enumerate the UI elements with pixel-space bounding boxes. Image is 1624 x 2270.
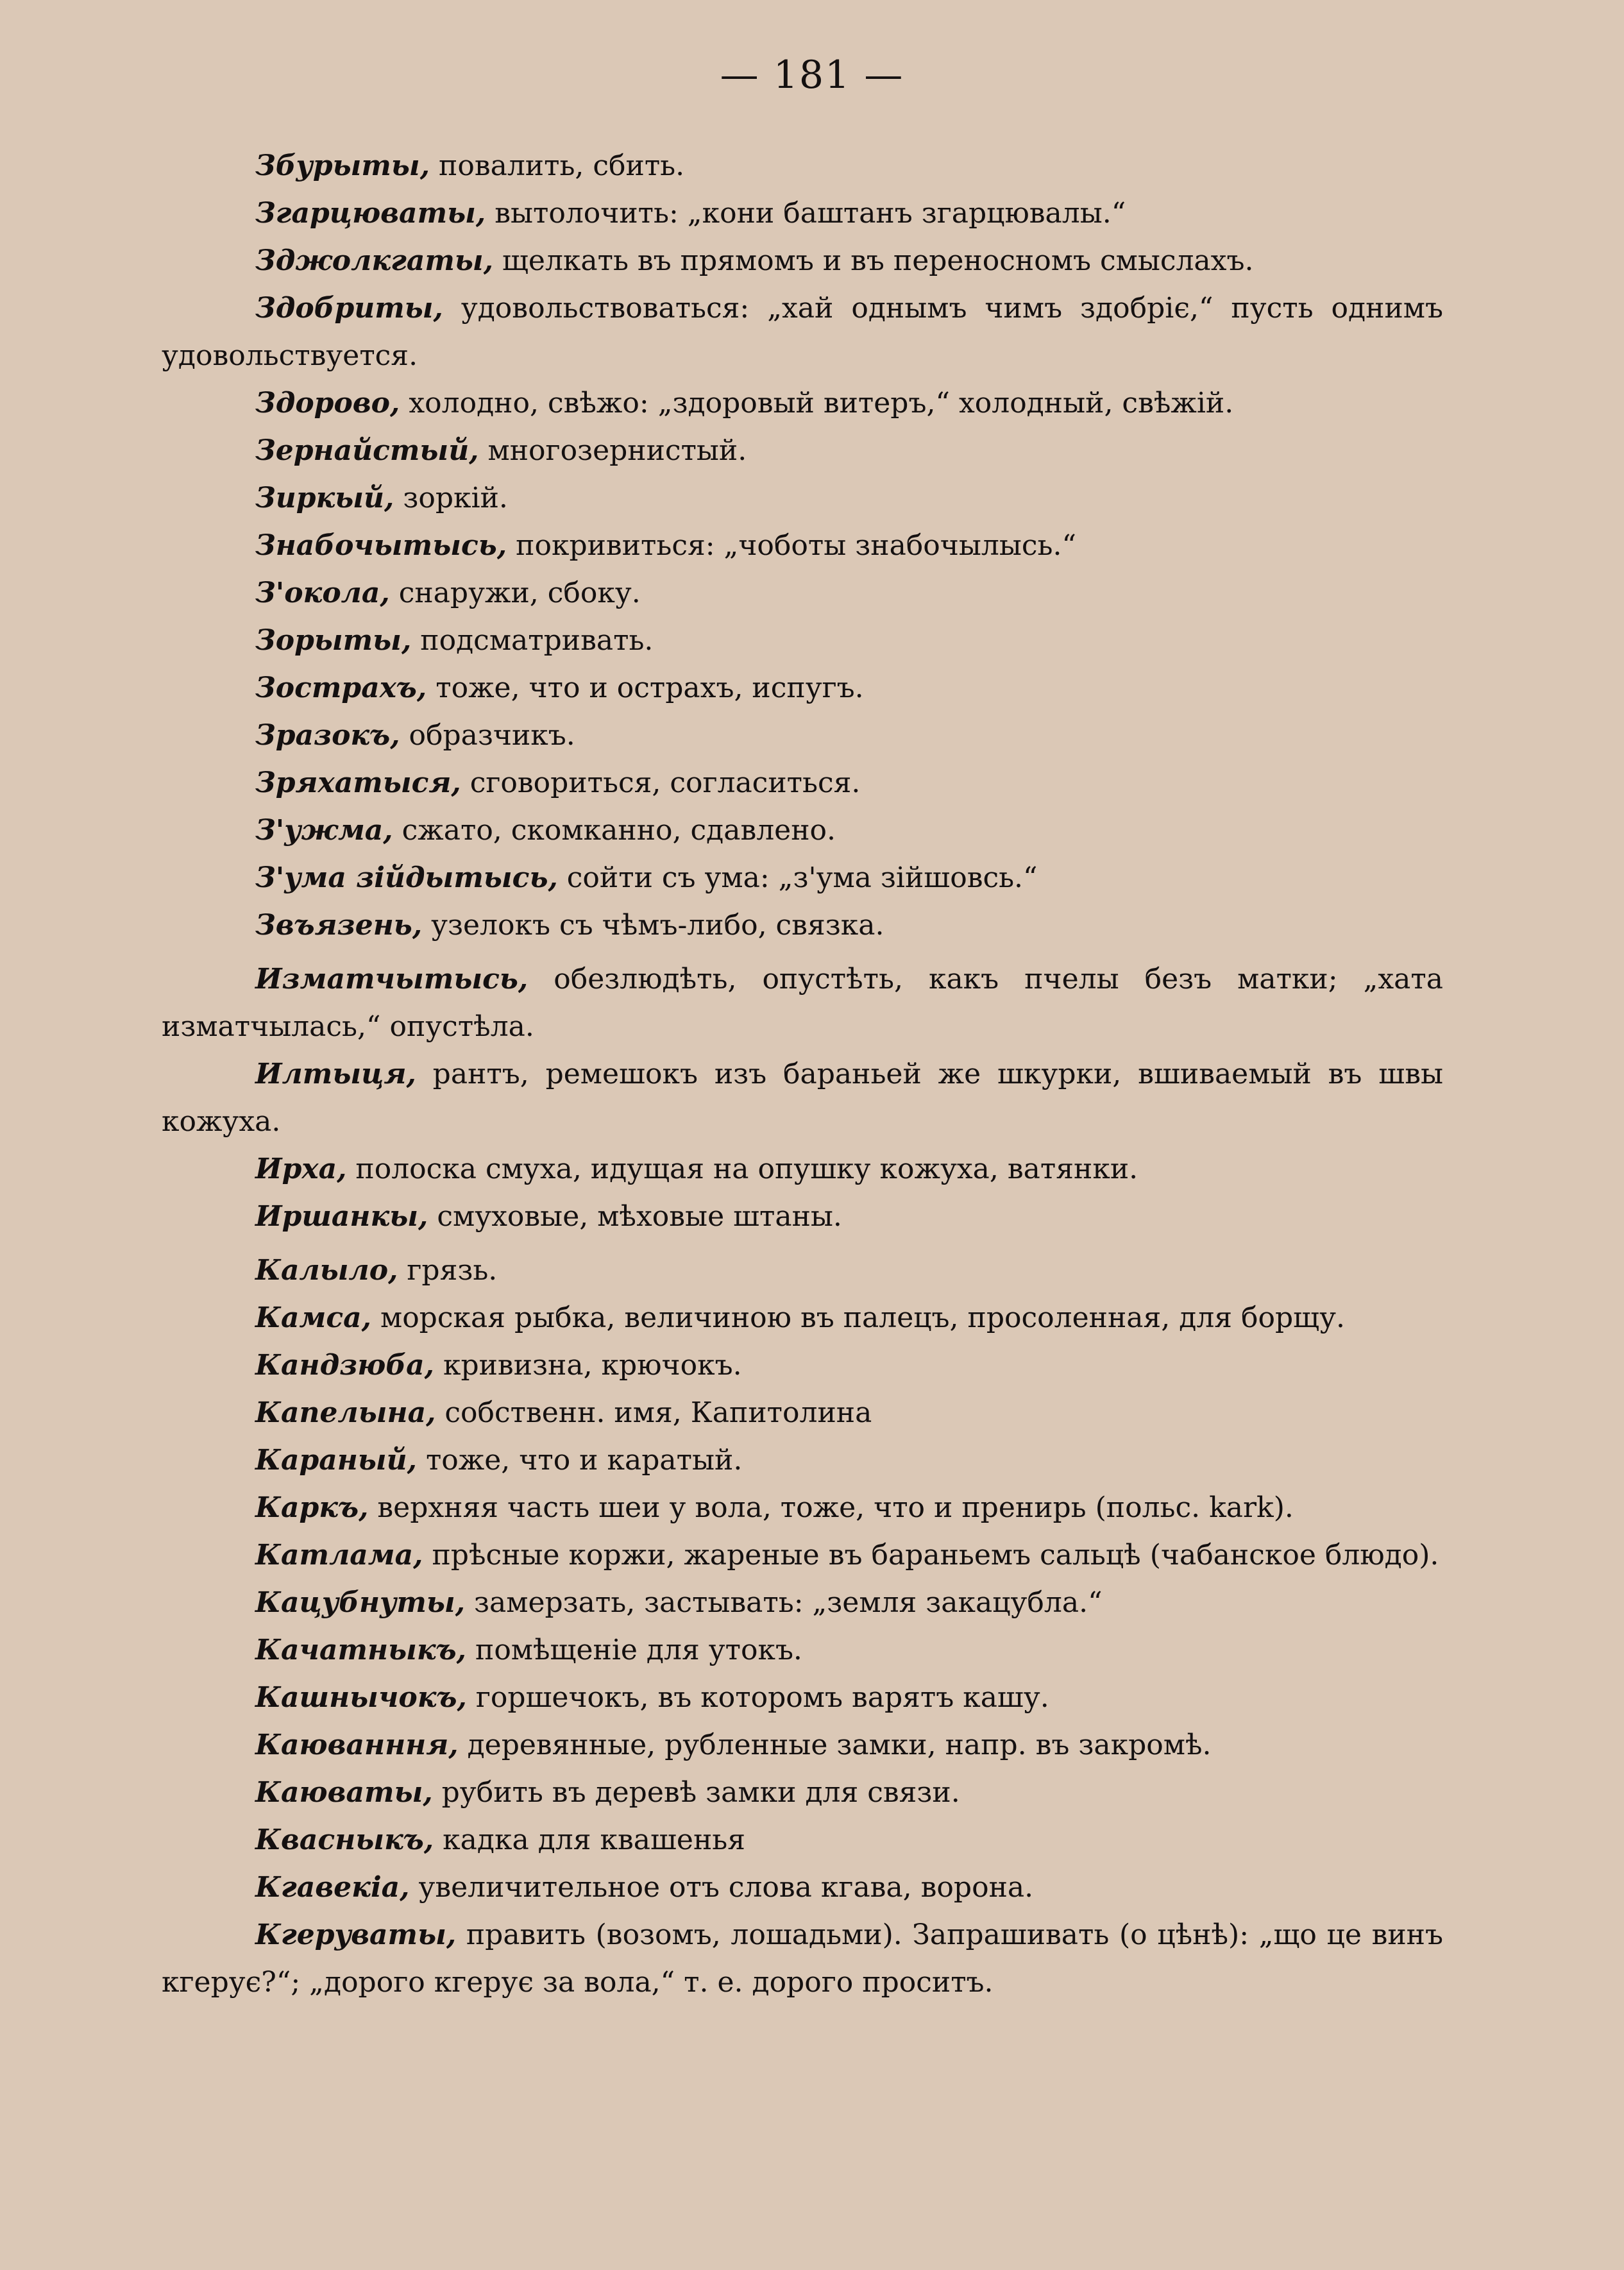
entry-definition: помѣщеніе для утокъ. [466, 1634, 802, 1666]
dictionary-entry [162, 1769, 1443, 1817]
entry-headword: Квасныкъ, [255, 1824, 434, 1856]
entry-definition: рубить въ деревѣ замки для связи. [432, 1776, 960, 1809]
dictionary-entry [162, 1911, 1443, 2006]
entry-headword: Катлама, [255, 1539, 423, 1571]
dictionary-entry [162, 1484, 1443, 1532]
entry-headword: Капелына, [255, 1396, 436, 1429]
entry-headword: Кгерyваты, [255, 1918, 457, 1951]
dictionary-entry [162, 285, 1443, 380]
entry-definition: прѣсные коржи, жареные въ бараньемъ сальцѣ (чабанское блюдо). [423, 1539, 1439, 1571]
entry-headword: Здобриты, [255, 292, 443, 325]
entry-definition: грязь. [398, 1254, 498, 1287]
dictionary-entry [162, 1864, 1443, 1911]
entry-headword: Здорово, [255, 387, 400, 419]
dictionary-entry [162, 475, 1443, 522]
entry-headword: Илтыця, [255, 1058, 416, 1090]
dictionary-entry [162, 1437, 1443, 1484]
entry-headword: Зернайстый, [255, 434, 479, 467]
entry-definition: узелокъ съ чѣмъ-либо, связка. [422, 909, 884, 942]
dictionary-entry [162, 902, 1443, 949]
entry-headword: Изматчытысь, [255, 963, 529, 995]
entry-definition: собственн. имя, Капитолина [436, 1396, 872, 1429]
entry-headword: Зорыты, [255, 624, 412, 657]
entry-definition: рантъ, ремешокъ изъ бараньей же шкурки, вшиваемый въ швы кожуха. [162, 1058, 1443, 1138]
entry-definition: удовольствоваться: „хай однымъ чимъ здобріє,“ пусть однимъ удовольствуется. [162, 292, 1443, 372]
entry-headword: Камса, [255, 1301, 371, 1334]
entry-headword: Зджолкгаты, [255, 244, 494, 277]
entry-definition: горшечокъ, въ которомъ варятъ кашу. [466, 1681, 1049, 1714]
entry-definition: обезлюдѣть, опустѣть, какъ пчелы безъ матки; „хата изматчылась,“ опустѣла. [162, 963, 1443, 1043]
entry-headword: Звъязень, [255, 909, 423, 942]
entry-definition: зоркій. [394, 482, 508, 514]
entry-definition: сжато, скомканно, сдавлено. [393, 814, 836, 847]
entry-headword: Калыло, [255, 1254, 398, 1287]
dictionary-entry [162, 427, 1443, 475]
entry-definition: подсматривать. [411, 624, 654, 657]
entry-definition: верхняя часть шеи у вола, тоже, что и пренирь (польс. kark). [368, 1491, 1294, 1524]
dictionary-entry [162, 237, 1443, 285]
page-number: — 181 — [720, 53, 904, 97]
entry-definition: тоже, что и острахъ, испугъ. [427, 672, 864, 704]
entry-headword: Иршанкы, [255, 1200, 428, 1233]
entry-definition: сговориться, согласиться. [461, 767, 861, 799]
entry-headword: Ирха, [255, 1153, 347, 1185]
dictionary-entry [162, 1817, 1443, 1864]
entry-definition: тоже, что и каратый. [416, 1444, 743, 1477]
entry-headword: Качатныкъ, [255, 1634, 466, 1666]
dictionary-entry [162, 956, 1443, 1051]
entry-definition: замерзать, застывать: „земля закацубла.“ [465, 1586, 1103, 1619]
entry-headword: Зиркый, [255, 482, 394, 514]
dictionary-entry [162, 1532, 1443, 1579]
entry-definition: образчикъ. [400, 719, 575, 752]
entry-headword: Зряхатыся, [255, 767, 461, 799]
entry-headword: Кашнычокъ, [255, 1681, 467, 1714]
entry-definition: многозернистый. [478, 434, 747, 467]
entry-definition: сойти съ ума: „з'ума зійшовсь.“ [557, 861, 1038, 894]
dictionary-entry [162, 617, 1443, 665]
entry-headword: З'окола, [255, 577, 390, 609]
entry-headword: Каюванння, [255, 1729, 459, 1761]
dictionary-entry [162, 1247, 1443, 1294]
entry-definition: деревянные, рубленные замки, напр. въ закромѣ. [458, 1729, 1212, 1761]
entry-headword: Кандзюба, [255, 1349, 434, 1382]
dictionary-entry [162, 1389, 1443, 1437]
dictionary-entry [162, 570, 1443, 617]
dictionary-entry [162, 1051, 1443, 1146]
entry-definition: щелкать въ прямомъ и въ переносномъ смыслахъ. [493, 244, 1254, 277]
dictionary-entry [162, 1579, 1443, 1627]
entry-headword: Згарцюваты, [255, 197, 486, 230]
dictionary-entry [162, 854, 1443, 902]
dictionary-entry [162, 522, 1443, 570]
dictionary-entry [162, 1342, 1443, 1389]
dictionary-entry [162, 190, 1443, 237]
dictionary-entry [162, 1674, 1443, 1722]
entry-definition: морская рыбка, величиною въ палецъ, просоленная, для борщу. [371, 1301, 1345, 1334]
entry-definition: холодно, свѣжо: „здоровый витеръ,“ холодный, свѣжій. [400, 387, 1234, 419]
dictionary-entry [162, 807, 1443, 854]
entry-definition: снаружи, сбоку. [389, 577, 641, 609]
entry-definition: увеличительное отъ слова кгава, ворона. [409, 1871, 1034, 1904]
entry-headword: Кацубнуты, [255, 1586, 466, 1619]
entry-headword: Знабочытысь, [255, 529, 507, 562]
dictionary-entry [162, 1627, 1443, 1674]
entry-headword: Каюваты, [255, 1776, 433, 1809]
entry-definition: смуховые, мѣховые штаны. [428, 1200, 842, 1233]
entry-headword: З'ума зійдытысь, [255, 861, 558, 894]
entry-definition: кривизна, крючокъ. [434, 1349, 742, 1382]
entry-definition: полоска смуха, идущая на опушку кожуха, ватянки. [346, 1153, 1138, 1185]
dictionary-entry [162, 712, 1443, 759]
entry-headword: З'ужма, [255, 814, 393, 847]
entry-definition: кадка для квашенья [434, 1824, 745, 1856]
entry-definition: покривиться: „чоботы знабочылысь.“ [507, 529, 1076, 562]
dictionary-entry [162, 1193, 1443, 1241]
dictionary-entry [162, 380, 1443, 427]
entry-definition: вытолочить: „кони баштанъ згарцювалы.“ [486, 197, 1126, 230]
entry-headword: Караный, [255, 1444, 417, 1477]
dictionary-entries [162, 142, 1443, 2006]
dictionary-entry [162, 1294, 1443, 1342]
entry-headword: Зострахъ, [255, 672, 427, 704]
entry-definition: править (возомъ, лошадьми). Запрашивать (о цѣнѣ): „що це винъ кгерує?“; „дорого кгерує за вола,“ т. е. дорого проситъ. [162, 1918, 1443, 1999]
dictionary-entry [162, 1722, 1443, 1769]
dictionary-entry [162, 759, 1443, 807]
dictionary-entry [162, 1146, 1443, 1193]
dictionary-entry [162, 665, 1443, 712]
entry-headword: Збурыты, [255, 149, 430, 182]
entry-headword: Кгавекіа, [255, 1871, 410, 1904]
dictionary-entry [162, 142, 1443, 190]
entry-headword: Зразокъ, [255, 719, 400, 752]
entry-headword: Каркъ, [255, 1491, 369, 1524]
entry-definition: повалить, сбить. [430, 149, 685, 182]
